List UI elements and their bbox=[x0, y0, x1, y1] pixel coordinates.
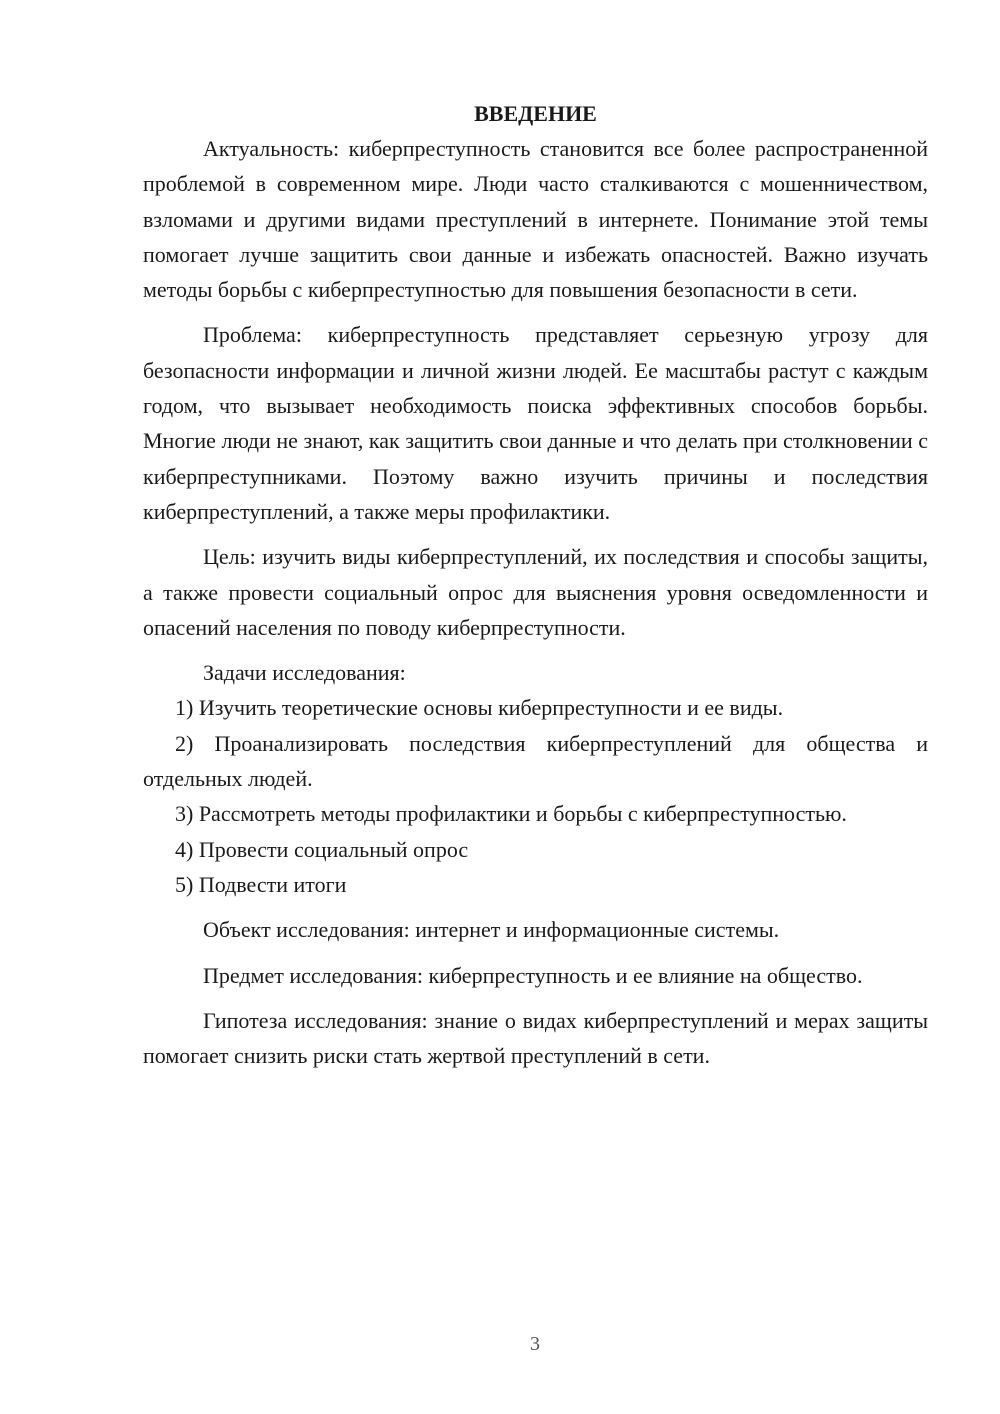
task-item-1: 1) Изучить теоретические основы киберпреступности и ее виды. bbox=[175, 695, 784, 721]
page-title: ВВЕДЕНИЕ bbox=[474, 101, 597, 126]
task-item-3: 3) Рассмотреть методы профилактики и борьбы с киберпреступностью. bbox=[175, 801, 847, 827]
task-item-4: 4) Провести социальный опрос bbox=[175, 836, 469, 862]
document-page bbox=[143, 94, 928, 1073]
paragraph-relevance: Актуальность: киберпреступность становится все более распространенной проблемой в современном мире. Люди часто сталкиваются с мошенничеством, взломами и другими видами преступлений в интернете. Понимание этой темы помогает лучше защитить свои данные и избежать опасностей. Важно изучать методы борьбы с киберпреступностью для повышения безопасности в сети. bbox=[143, 136, 928, 303]
paragraph-subject: Предмет исследования: киберпреступность и ее влияние на общество. bbox=[203, 962, 863, 988]
paragraph-hypothesis: Гипотеза исследования: знание о видах киберпреступлений и мерах защиты помогает снизить риски стать жертвой преступлений в сети. bbox=[143, 1007, 928, 1069]
paragraph-goal: Цель: изучить виды киберпреступлений, их последствия и способы защиты, а также провести социальный опрос для выяснения уровня осведомленности и опасений населения по поводу киберпреступности. bbox=[143, 544, 928, 640]
paragraph-object: Объект исследования: интернет и информационные системы. bbox=[203, 917, 780, 943]
page-number: 3 bbox=[530, 1333, 540, 1355]
tasks-heading: Задачи исследования: bbox=[203, 660, 406, 686]
task-item-5: 5) Подвести итоги bbox=[175, 871, 347, 897]
task-item-2: 2) Проанализировать последствия киберпреступлений для общества и отдельных людей. bbox=[143, 730, 928, 792]
paragraph-problem: Проблема: киберпреступность представляет серьезную угрозу для безопасности информации и личной жизни людей. Ее масштабы растут с каждым годом, что вызывает необходимость поиска эффективных способов борьбы. Многие люди не знают, как защитить свои данные и что делать при столкновении с киберпреступниками. Поэтому важно изучить причины и последствия киберпреступлений, а также меры профилактики. bbox=[143, 322, 928, 524]
